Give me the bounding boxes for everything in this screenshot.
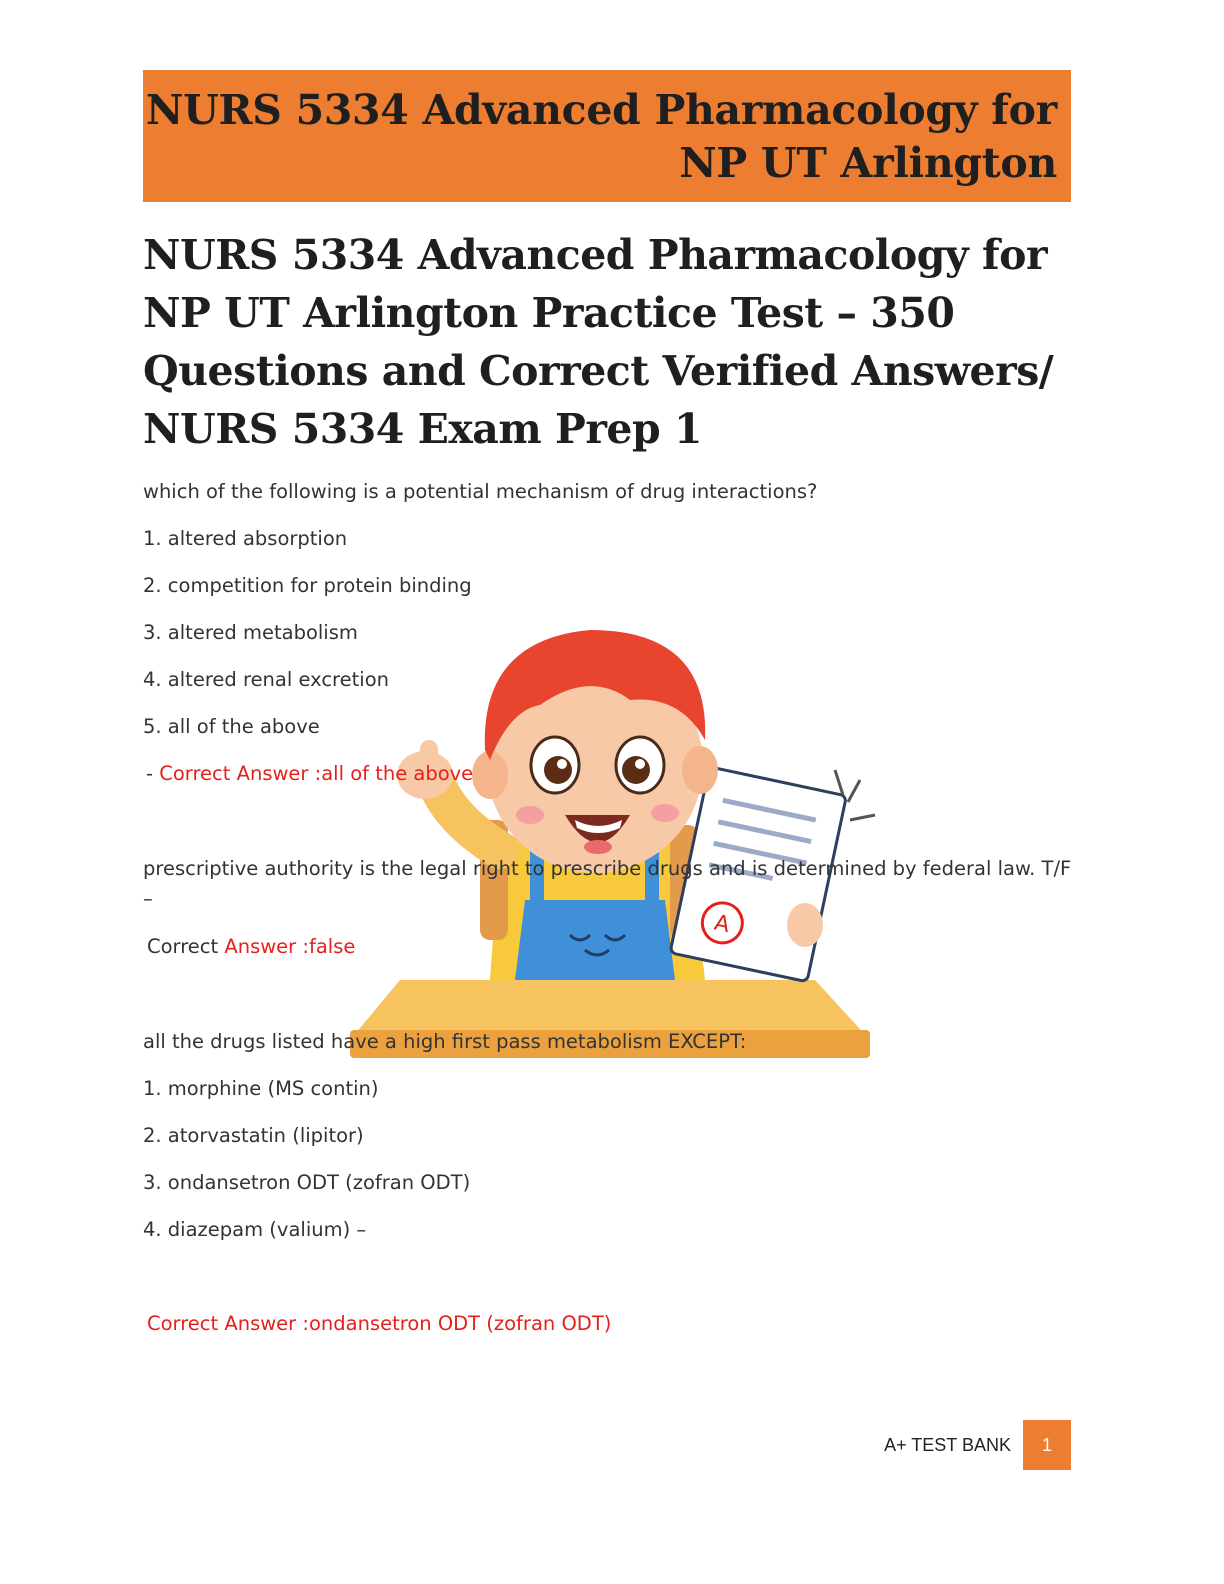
- right-cheek: [651, 804, 679, 822]
- question-1-option-4: 4. altered renal excretion: [143, 668, 389, 691]
- question-2-answer: [147, 934, 355, 960]
- grade-mark: A: [712, 910, 732, 939]
- question-3-prompt: all the drugs listed have a high first pass metabolism EXCEPT:: [143, 1030, 747, 1053]
- question-2-answer-prefix: Correct: [147, 935, 225, 958]
- header-title: [143, 84, 1057, 190]
- question-3-option-3: 3. ondansetron ODT (zofran ODT): [143, 1171, 471, 1194]
- document-title: NURS 5334 Advanced Pharmacology for NP UT Arlington Practice Test – 350 Questions and Correct Verified Answers/ NURS 5334 Exam Prep 1: [143, 231, 1054, 453]
- question-3-option-2: 2. atorvastatin (lipitor): [143, 1124, 364, 1147]
- question-1-option-5: 5. all of the above: [143, 715, 320, 738]
- question-1-answer-text: Correct Answer :all of the above: [159, 762, 474, 785]
- question-3-option-4: 4. diazepam (valium) –: [143, 1218, 367, 1241]
- page-number: 1: [1023, 1420, 1071, 1470]
- page-footer: [884, 1420, 1071, 1470]
- left-cheek: [516, 806, 544, 824]
- question-1-option-1: 1. altered absorption: [143, 527, 348, 550]
- question-2-prompt-continued: –: [143, 887, 153, 910]
- overalls: [515, 900, 675, 980]
- question-3-answer: Correct Answer :ondansetron ODT (zofran ODT): [147, 1312, 612, 1335]
- header-banner: [143, 70, 1071, 202]
- right-hand: [787, 903, 823, 947]
- header-title-line2: NP UT Arlington: [679, 139, 1057, 187]
- question-1-option-2: 2. competition for protein binding: [143, 574, 472, 597]
- question-2-prompt: prescriptive authority is the legal right to prescribe drugs and is determined by federal law. T/F: [143, 857, 1072, 880]
- question-1-answer-prefix: -: [146, 762, 160, 785]
- header-title-line1: NURS 5334 Advanced Pharmacology for: [145, 86, 1057, 134]
- question-3-option-1: 1. morphine (MS contin): [143, 1077, 379, 1100]
- student-thumbs-up-illustration: [330, 600, 890, 1070]
- question-1-prompt: which of the following is a potential mechanism of drug interactions?: [143, 480, 818, 503]
- question-2-answer-text: Answer :false: [224, 935, 356, 958]
- question-1-option-3: 3. altered metabolism: [143, 621, 358, 644]
- question-1-answer: [146, 761, 473, 787]
- footer-label: A+ TEST BANK: [884, 1434, 1011, 1455]
- right-ear: [682, 746, 718, 794]
